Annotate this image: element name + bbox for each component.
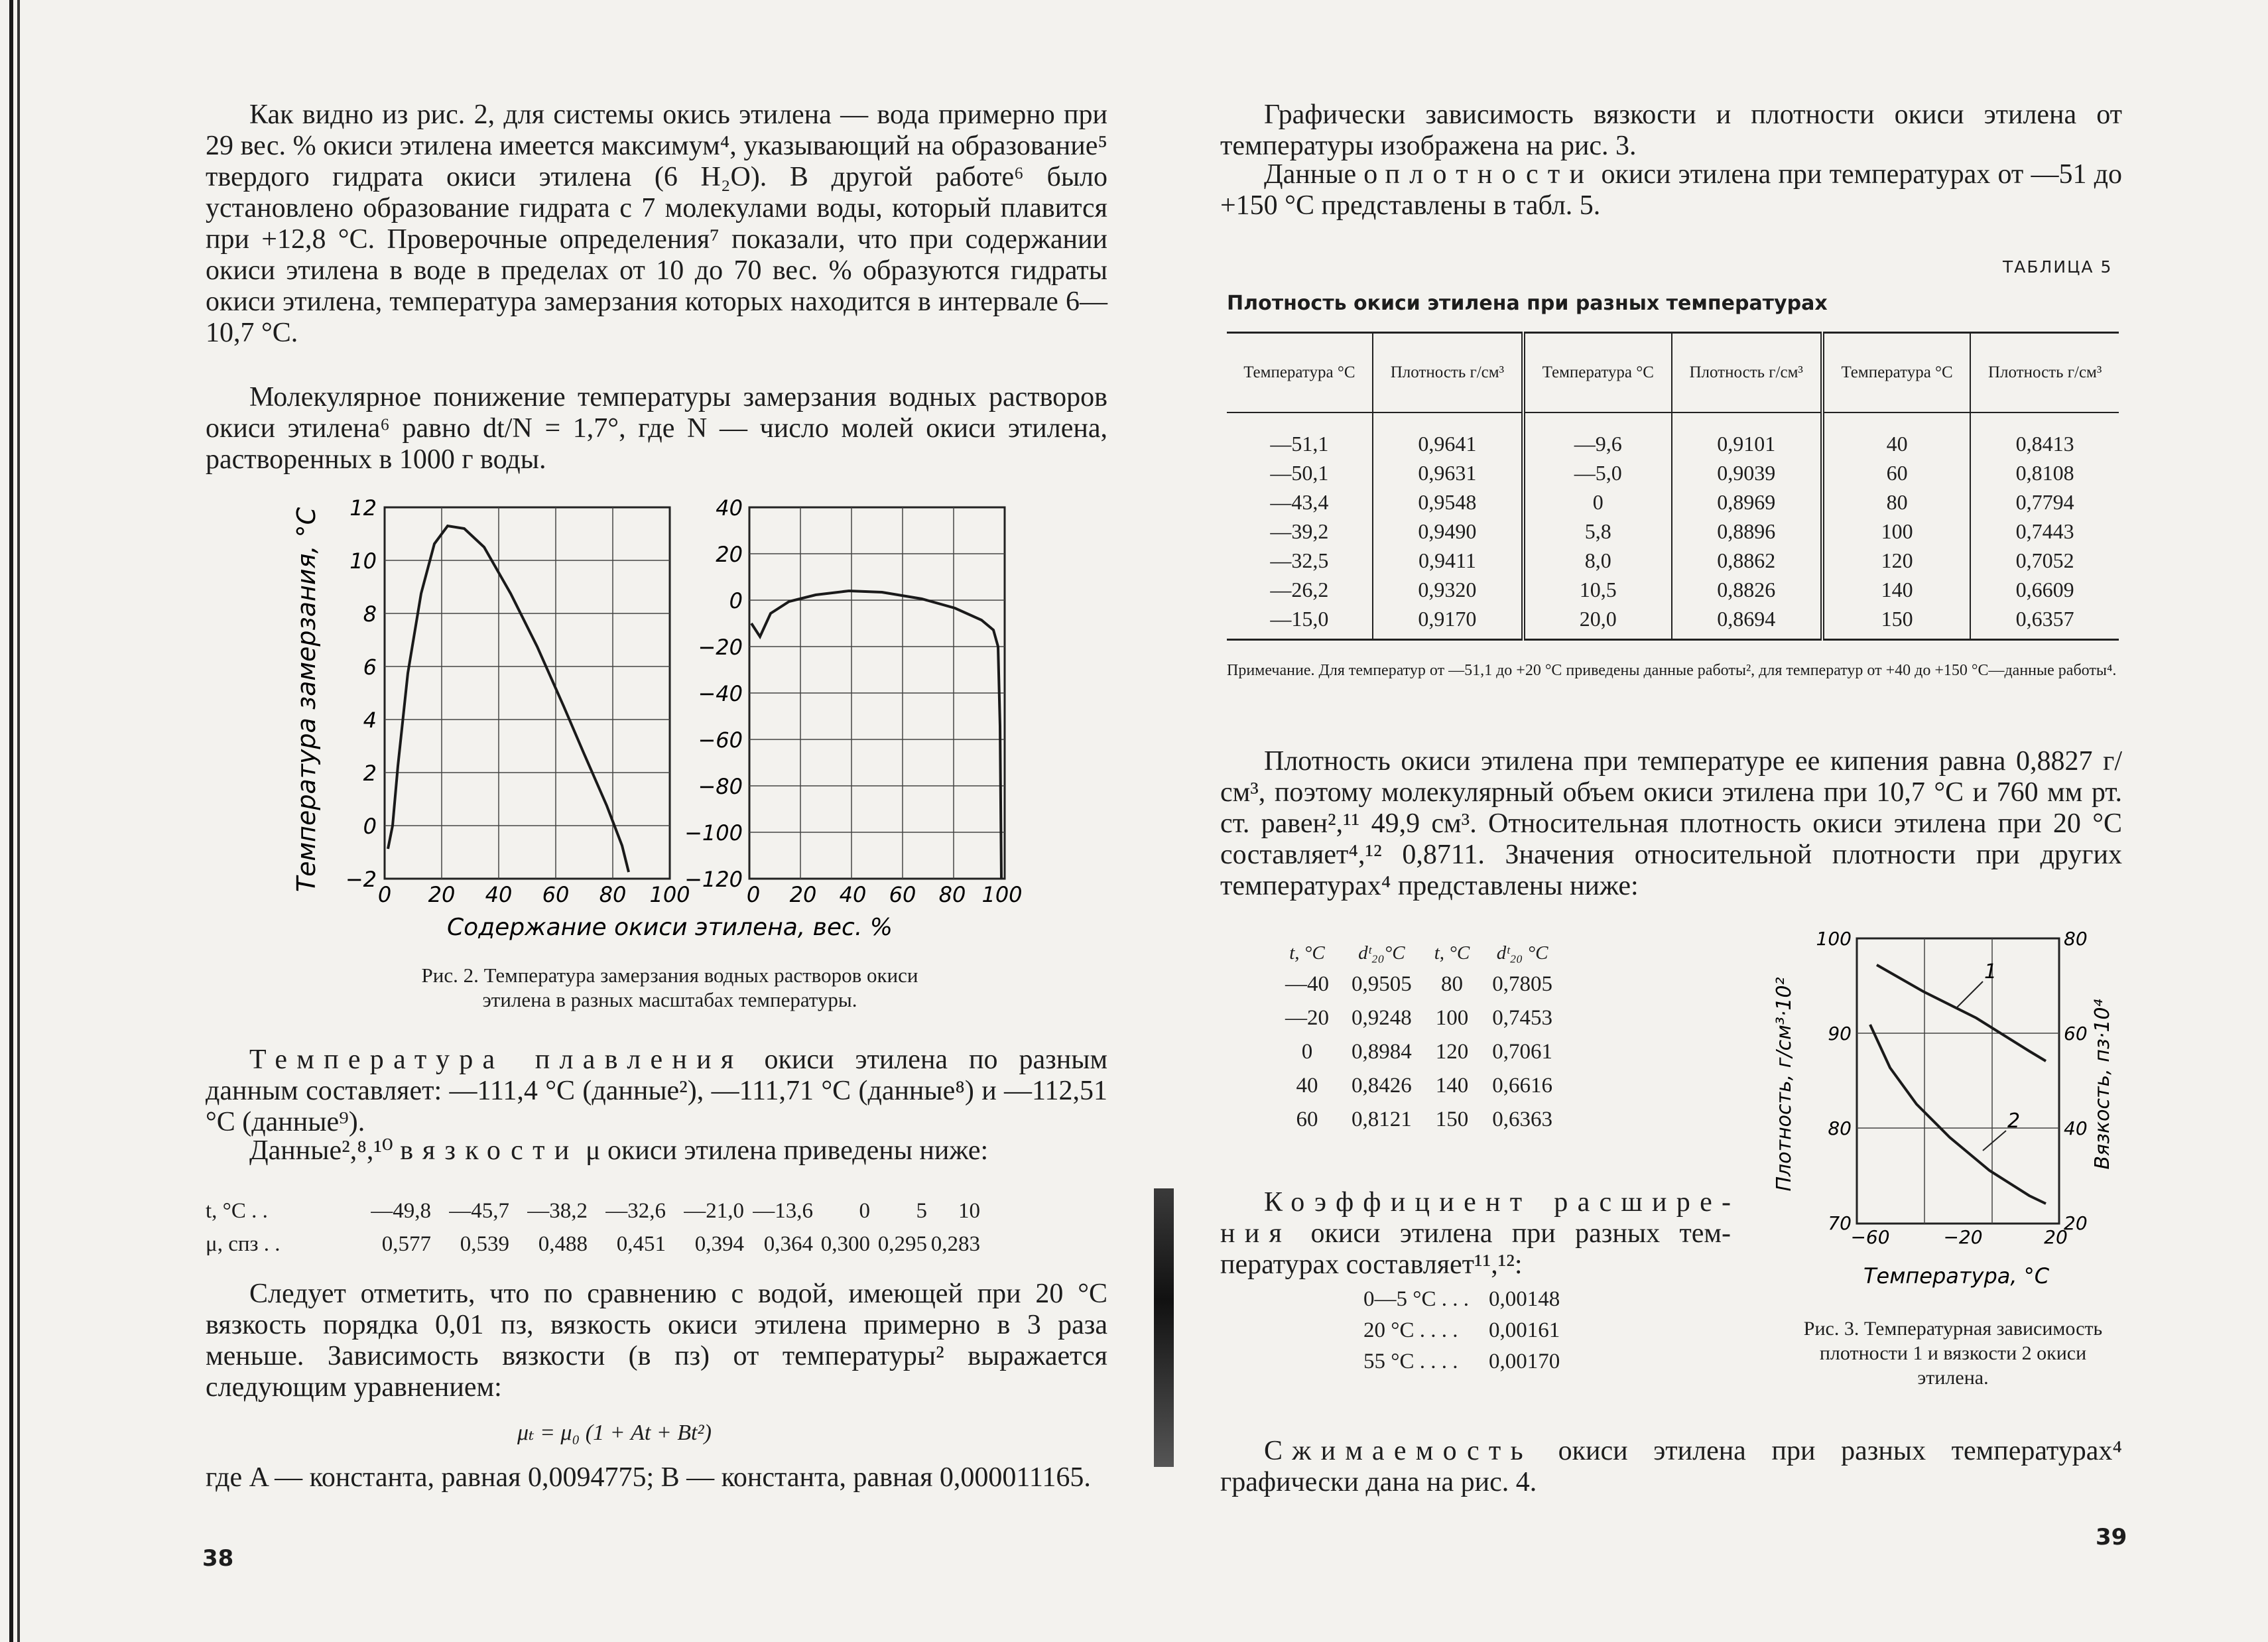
paragraph-constants: где A — константа, равная 0,0094775; B — константа, равная 0,000011165. [206, 1462, 1091, 1493]
table-cell: 0,6357 [1970, 604, 2119, 640]
fig2-y2-tick: −20 [698, 635, 743, 660]
rel-cell: 0,8426 [1352, 1074, 1412, 1098]
fig2-x2-tick: 80 [938, 882, 966, 907]
fig2-y2-tick: −80 [698, 774, 743, 799]
viscosity-cell: μ, спз . . [206, 1232, 281, 1256]
fig2-y1-tick: 2 [363, 761, 377, 786]
viscosity-cell: 0,539 [460, 1232, 509, 1256]
table-cell: 80 [1822, 487, 1970, 517]
coef-row [1354, 1316, 1569, 1346]
table-cell: 0,8413 [1970, 412, 2119, 458]
viscosity-cell: —32,6 [605, 1199, 666, 1223]
fig2-x1-tick: 100 [649, 882, 690, 907]
expansion-text: окиси этилена при разных температурах составляет¹¹,¹²: [1220, 1218, 1732, 1280]
table-cell: 20,0 [1523, 604, 1671, 640]
paragraph-expansion [1220, 1187, 1731, 1281]
rel-header-cell: dᵗ₂₀°С [1358, 942, 1405, 964]
table-cell: 0,9641 [1373, 412, 1523, 458]
table-cell: 140 [1822, 575, 1970, 604]
table-cell: 5,8 [1523, 517, 1671, 546]
table-cell: 0,8862 [1672, 546, 1822, 575]
rel-cell: 120 [1435, 1040, 1469, 1064]
table-cell: 0,7052 [1970, 546, 2119, 575]
fig3-ylabel-right: Вязкость, пз·10⁴ [2091, 999, 2114, 1170]
density-table [1227, 332, 2119, 641]
table-row [1227, 546, 2119, 575]
table-header-cell: Плотность г/см³ [1672, 333, 1822, 412]
table-cell: 10,5 [1523, 575, 1671, 604]
viscosity-cell: —38,2 [527, 1199, 588, 1223]
spaced-term-expansion: Коэффициент расширения [1220, 1187, 1731, 1249]
viscosity-cell: 0,300 [820, 1232, 870, 1256]
table-row [1227, 412, 2119, 458]
page-number-left: 38 [202, 1545, 234, 1572]
viscosity-cell: 10 [958, 1199, 980, 1223]
fig3-xlabel: Температура, °С [1863, 1263, 2050, 1289]
fig3-x-tick: −20 [1943, 1226, 1983, 1248]
table-cell: 0,8694 [1672, 604, 1822, 640]
rel-cell: 140 [1435, 1074, 1469, 1098]
fig2-y2-tick: −120 [684, 867, 743, 892]
fig3-yr-tick: 60 [2064, 1023, 2088, 1044]
fig2-ylabel: Температура замерзания, °С [292, 507, 321, 893]
visc-refs: Данные²,⁸,¹⁰ [249, 1135, 393, 1166]
rel-cell: 0,6616 [1492, 1074, 1552, 1098]
figure-2-freezing-chart [292, 487, 1041, 965]
fig3-x-tick: 20 [2044, 1226, 2068, 1248]
table-cell: 0,9490 [1373, 517, 1523, 546]
table-row [1227, 517, 2119, 546]
fig2-x2-tick: 100 [981, 882, 1023, 907]
viscosity-cell: —13,6 [753, 1199, 813, 1223]
fig2-y1-tick: 4 [363, 708, 377, 733]
paragraph-viscosity-comparison: Следует отметить, что по сравнению с водой, имеющей при 20 °С вязкость порядка 0,01 пз, вязкость окиси этилена примерно в 3 раза меньше. Зависимость вязкости (в пз) от температуры² выражается следующим уравнением: [206, 1279, 1107, 1403]
viscosity-cell: 0,295 [877, 1232, 927, 1256]
rel-cell: 60 [1296, 1107, 1318, 1131]
rel-row [1275, 1036, 1563, 1068]
table-header-cell: Температура °С [1523, 333, 1671, 412]
viscosity-cell: —45,7 [449, 1199, 509, 1223]
right-page [1134, 0, 2268, 1642]
fig2-x1-tick: 60 [542, 882, 570, 907]
table-cell: 120 [1822, 546, 1970, 575]
table-cell: —50,1 [1270, 460, 1329, 485]
coef-cell: 55 °С . . . . [1363, 1350, 1458, 1373]
freezing-curve-right [751, 591, 1001, 879]
rel-row [1275, 968, 1563, 1001]
coef-row [1354, 1285, 1569, 1314]
coef-row [1354, 1347, 1569, 1377]
fig3-ylabel-left: Плотность, г/см³·10² [1773, 977, 1796, 1192]
rel-cell: 40 [1296, 1074, 1318, 1098]
fig2-y1-tick: 8 [363, 601, 377, 627]
paragraph-graph-ref: Графически зависимость вязкости и плотности окиси этилена от температуры изображена на рис. 3. [1220, 99, 2122, 161]
viscosity-cell: 0,451 [616, 1232, 666, 1256]
curve-1-label: 1 [1984, 960, 1997, 983]
melting-text: окиси этилена по разным данным составляет: —111,4 °С (данные²), —111,71 °С (данные⁸) и —112,51 °С (данные⁹). [206, 1044, 1108, 1137]
fig2-xlabel: Содержание окиси этилена, вес. % [447, 914, 893, 941]
viscosity-cell: 0 [859, 1199, 870, 1223]
paragraph-density-intro [1220, 159, 2122, 221]
fig2-y1-tick: −2 [345, 867, 377, 892]
fig2-y1-tick: 6 [363, 655, 377, 680]
table-cell: 60 [1822, 458, 1970, 487]
table-cell: —26,2 [1270, 577, 1329, 601]
table-label: ТАБЛИЦА 5 [2003, 257, 2113, 277]
fig3-yl-tick: 90 [1828, 1023, 1852, 1044]
table-cell: 0 [1523, 487, 1671, 517]
rel-cell: 80 [1441, 972, 1463, 996]
fig3-yr-tick: 20 [2064, 1212, 2088, 1234]
table-cell: —5,0 [1523, 458, 1671, 487]
fig3-yl-tick: 80 [1828, 1117, 1852, 1139]
viscosity-cell: —49,8 [371, 1199, 431, 1223]
fig2-y1-tick: 10 [349, 548, 377, 574]
paragraph-freezing-depression: Молекулярное понижение температуры замерзания водных растворов окиси этилена⁶ равно dt/N = 1,7°, где N — число молей окиси этилена, растворенных в 1000 г воды. [206, 382, 1107, 475]
fig2-x1-tick: 20 [428, 882, 456, 907]
rel-row [1275, 1002, 1563, 1035]
table-cell: 100 [1822, 517, 1970, 546]
viscosity-cell: 0,577 [381, 1232, 431, 1256]
viscosity-formula: μₜ = μ₀ (1 + At + Bt²) [517, 1421, 712, 1445]
table-cell: 0,7794 [1970, 487, 2119, 517]
fig2-y2-tick: −60 [698, 727, 743, 753]
table-cell: 0,9101 [1672, 412, 1822, 458]
viscosity-cell: 0,364 [763, 1232, 813, 1256]
viscosity-cell: —21,0 [684, 1199, 744, 1223]
expansion-table [1353, 1283, 1570, 1378]
coef-cell: 0,00161 [1488, 1318, 1560, 1342]
paragraph-boiling-density: Плотность окиси этилена при температуре ее кипения равна 0,8827 г/см³, поэтому молекулярный объем окиси этилена при 10,7 °С и 760 мм рт. ст. равен²,¹¹ 49,9 см³. Относительная плотность окиси этилена при 20 °С составляет⁴,¹² 0,8711. Значения относительной плотности при других температурах⁴ представлены ниже: [1220, 746, 2122, 901]
rel-cell: 100 [1435, 1006, 1469, 1030]
table-cell: 150 [1822, 604, 1970, 640]
density-intro-text: окиси этилена при температурах от —51 до +150 °С представлены в табл. 5. [1220, 159, 2123, 221]
rel-header-cell: dᵗ₂₀ °С [1496, 942, 1548, 964]
rel-cell: 0,6363 [1492, 1107, 1552, 1131]
paragraph-viscosity-intro [206, 1135, 1107, 1167]
rel-row [1275, 1104, 1563, 1136]
rel-cell: —40 [1285, 972, 1329, 996]
table-row [1227, 604, 2119, 640]
table-cell: 0,9039 [1672, 458, 1822, 487]
density-curve-1 [1877, 965, 2046, 1061]
table-row [1227, 458, 2119, 487]
table-cell: —43,4 [1270, 489, 1329, 514]
page-number-right: 39 [2096, 1524, 2127, 1550]
table-cell: 0,8108 [1970, 458, 2119, 487]
table-cell: —9,6 [1523, 412, 1671, 458]
viscosity-row-t [206, 1199, 980, 1224]
viscosity-cell: 0,283 [930, 1232, 980, 1256]
figure-3-density-viscosity-chart [1773, 925, 2122, 1296]
table-cell: —15,0 [1227, 604, 1373, 640]
rel-cell: 150 [1435, 1107, 1469, 1131]
fig2-y2-tick: −40 [698, 681, 743, 706]
paragraph-compressibility [1220, 1436, 2122, 1498]
table-cell: 0,9411 [1373, 546, 1523, 575]
coef-cell: 0—5 °С . . . [1363, 1287, 1469, 1311]
fig3-yl-tick: 70 [1828, 1212, 1852, 1234]
rel-cell: 0,7453 [1492, 1006, 1552, 1030]
table-cell: —51,1 [1270, 431, 1329, 456]
viscosity-row-mu [206, 1232, 980, 1257]
rel-cell: 0,8984 [1352, 1040, 1412, 1064]
rel-header-cell: t, °С [1289, 942, 1325, 964]
fig2-y1-tick: 12 [349, 495, 377, 521]
table-cell: —32,5 [1270, 548, 1329, 572]
paragraph-hydrate: Как видно из рис. 2, для системы окись этилена — вода примерно при 29 вес. % окиси этилена имеется максимум⁴, указывающий на образование⁵ твердого гидрата окиси этилена (6 H₂O). В другой работе⁶ было установлено образование гидрата с 7 молекулами воды, который плавится при +12,8 °С. Проверочные определения⁷ показали, что при содержании окиси этилена в воде в пределах от 10 до 70 вес. % образуются гидраты окиси этилена, температура замерзания которых находится в интервале 6—10,7 °С. [206, 99, 1107, 348]
fig3-yr-tick: 80 [2064, 928, 2088, 950]
table-header-cell: Плотность г/см³ [1373, 333, 1523, 412]
table-cell: 0,9320 [1373, 575, 1523, 604]
coef-cell: 0,00148 [1488, 1287, 1560, 1311]
fig2-x2-tick: 0 [746, 882, 761, 907]
coef-cell: 20 °С . . . . [1363, 1318, 1458, 1342]
viscosity-cell: 0,394 [694, 1232, 744, 1256]
fig2-caption-line2: этилена в разных масштабах температуры. [482, 988, 857, 1011]
table-cell: 0,8969 [1672, 487, 1822, 517]
viscosity-cell: 0,488 [538, 1232, 588, 1256]
fig3-yl-tick: 100 [1816, 928, 1852, 950]
spaced-term-density: плотности [1385, 159, 1594, 190]
rel-cell: 0,9505 [1352, 972, 1412, 996]
table-note: Примечание. Для температур от —51,1 до +20 °С приведены данные работы², для температур от +40 до +150 °С—данные работы⁴. [1227, 662, 2117, 679]
fig3-yr-tick: 40 [2064, 1117, 2088, 1139]
table-cell: 0,8826 [1672, 575, 1822, 604]
fig2-caption-line1: Рис. 2. Температура замерзания водных растворов окиси [421, 964, 918, 987]
table-cell: 0,7443 [1970, 517, 2119, 546]
freezing-curve-left [388, 526, 629, 872]
spine-shadow [1154, 1188, 1174, 1467]
fig2-x2-tick: 60 [889, 882, 916, 907]
table-cell: 0,9548 [1373, 487, 1523, 517]
visc-intro-text: μ окиси этилена приведены ниже: [586, 1135, 989, 1166]
fig3-x-tick: −60 [1850, 1226, 1890, 1248]
table-header-cell: Температура °С [1227, 333, 1373, 412]
table-title: Плотность окиси этилена при разных температурах [1227, 292, 1828, 315]
fig2-y2-tick: −100 [684, 820, 743, 846]
fig2-y2-tick: 40 [716, 495, 743, 521]
fig2-y2-tick: 0 [729, 588, 743, 613]
fig2-y2-tick: 20 [716, 542, 743, 567]
rel-cell: 0,8121 [1352, 1107, 1412, 1131]
rel-row [1275, 1070, 1563, 1102]
table-cell: 0,9170 [1373, 604, 1523, 640]
viscosity-cell: t, °С . . [206, 1199, 268, 1223]
rel-cell: 0,7061 [1492, 1040, 1552, 1064]
fig2-x1-tick: 40 [485, 882, 513, 907]
table-cell: 0,8896 [1672, 517, 1822, 546]
table-cell: 0,6609 [1970, 575, 2119, 604]
relative-density-table [1273, 938, 1564, 1137]
table-row [1227, 575, 2119, 604]
table-row [1227, 487, 2119, 517]
table-cell: 8,0 [1523, 546, 1671, 575]
viscosity-cell: 5 [916, 1199, 927, 1223]
density-pre: Данные о [1264, 159, 1378, 190]
table-cell: 40 [1822, 412, 1970, 458]
fig3-caption: Рис. 3. Температурная зависимость плотности 1 и вязкости 2 окиси этилена. [1803, 1318, 2103, 1389]
coef-cell: 0,00170 [1488, 1350, 1560, 1373]
rel-cell: 0 [1301, 1040, 1313, 1064]
table-header-cell: Температура °С [1822, 333, 1970, 412]
fig2-x2-tick: 40 [839, 882, 867, 907]
table-cell: 0,9631 [1373, 458, 1523, 487]
fig2-x2-tick: 20 [789, 882, 817, 907]
spaced-term-melting: Температура плавления [249, 1044, 743, 1075]
rel-header-cell: t, °С [1434, 942, 1470, 964]
spaced-term-compressibility: Сжимаемость [1264, 1436, 1533, 1466]
paragraph-melting-point [206, 1044, 1107, 1138]
table-cell: —39,2 [1270, 519, 1329, 543]
rel-cell: 0,9248 [1352, 1006, 1412, 1030]
book-binding-edge [9, 0, 36, 1642]
rel-cell: —20 [1285, 1006, 1329, 1030]
curve-2-label: 2 [2007, 1109, 2021, 1133]
table-header-cell: Плотность г/см³ [1970, 333, 2119, 412]
fig2-y1-tick: 0 [363, 814, 377, 839]
compressibility-text: окиси этилена при разных температурах⁴ графически дана на рис. 4. [1220, 1436, 2122, 1497]
fig2-x1-tick: 0 [377, 882, 392, 907]
fig2-caption [298, 963, 1041, 1012]
spaced-term-viscosity: вязкости [400, 1135, 579, 1166]
fig2-x1-tick: 80 [599, 882, 627, 907]
rel-cell: 0,7805 [1492, 972, 1552, 996]
